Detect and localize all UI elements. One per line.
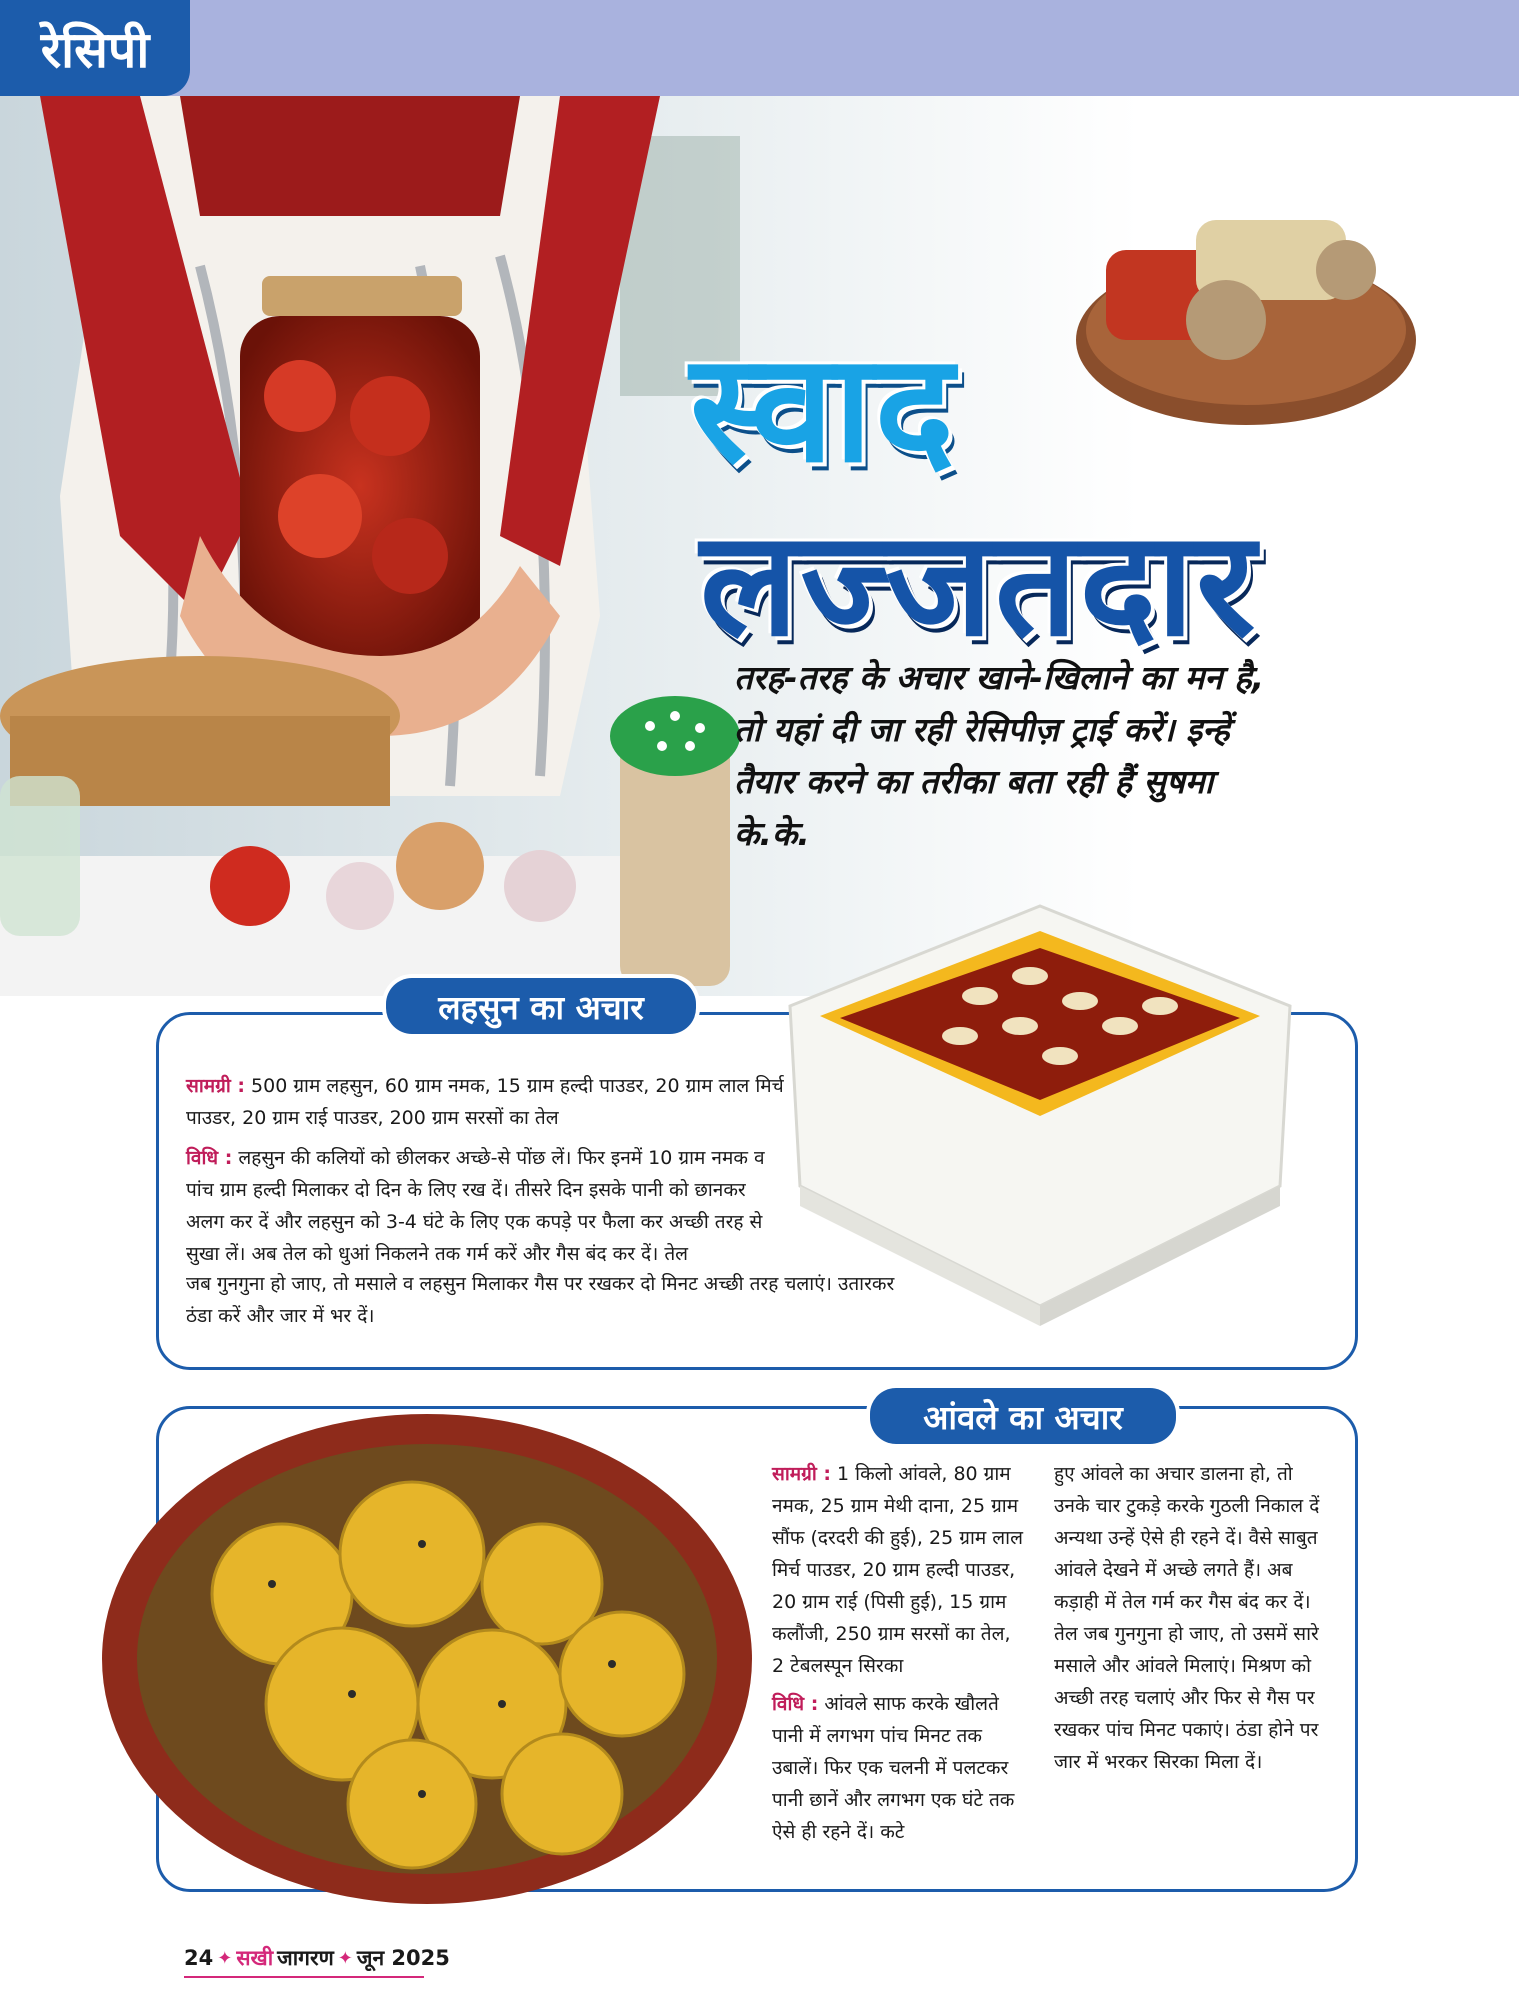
amla-method-continued: हुए आंवले का अचार डालना हो, तो उनके चार टुकड़े करके गुठली निकाल दें अन्यथा उन्हें ऐसे ही रहने दें। वैसे साबुत आंवले देखने में अच्छे लगते हैं। अब कड़ाही में तेल गर्म कर गैस बंद कर दें। तेल जब गुनगुना हो जाए, तो उसमें सारे मसाले और आंवले मिलाएं। मिश्रण को अच्छी तरह चलाएं और फिर से गैस पर रखकर पांच मिनट पकाएं। ठंडा होने पर जार में भरकर सिरका मिला दें। (1054, 1463, 1320, 1773)
method-value: लहसुन की कलियों को छीलकर अच्छे-से पोंछ लें। फिर इनमें 10 ग्राम नमक व पांच ग्राम हल्दी मिलाकर दो दिन के लिए रख दें। तीसरे दिन इसके पानी को छानकर अलग कर दें और लहसुन को 3-4 घंटे के लिए एक कपड़े पर फैला कर अच्छी तरह से सुखा लें। अब तेल को धुआं निकलने तक गर्म करें और गैस बंद कर दें। तेल (186, 1147, 765, 1265)
amla-method (772, 1688, 1024, 1848)
method-label: विधि : (772, 1693, 819, 1715)
intro-text: तरह-तरह के अचार खाने-खिलाने का मन है, तो यहां दी जा रही रेसिपीज़ ट्राई करें। इन्हें तैयार करने का तरीका बता रही हैं सुषमा के.के. (734, 658, 1265, 853)
recipe-amla-column-2 (1054, 1458, 1326, 1784)
ingredients-value: 1 किलो आंवले, 80 ग्राम नमक, 25 ग्राम मेथी दाना, 25 ग्राम सौंफ (दरदरी की हुई), 25 ग्राम लाल मिर्च पाउडर, 20 ग्राम हल्दी पाउडर, 20 ग्राम राई (पिसी हुई), 15 ग्राम कलौंजी, 250 ग्राम सरसों का तेल, 2 टेबलस्पून सिरका (772, 1463, 1023, 1677)
garlic-method-continued: जब गुनगुना हो जाए, तो मसाले व लहसुन मिलाकर गैस पर रखकर दो मिनट अच्छी तरह चलाएं। उतारकर ठंडा करें और जार में भर दें। (186, 1273, 895, 1327)
garlic-ingredients (186, 1070, 786, 1134)
recipe-title-amla: आंवले का अचार (870, 1388, 1176, 1444)
garlic-method (186, 1142, 786, 1270)
amla-pickle-bowl-image (92, 1404, 762, 1910)
ingredients-label: सामग्री : (772, 1463, 831, 1485)
page-number: 24 (184, 1946, 214, 1970)
method-value: आंवले साफ करके खौलते पानी में लगभग पांच मिनट तक उबालें। फिर एक चलनी में पलटकर पानी छानें और लगभग एक घंटे तक ऐसे ही रहने दें। कटे (772, 1693, 1015, 1843)
ingredients-value: 500 ग्राम लहसुन, 60 ग्राम नमक, 15 ग्राम हल्दी पाउडर, 20 ग्राम लाल मिर्च पाउडर, 20 ग्राम राई पाउडर, 200 ग्राम सरसों का तेल (186, 1075, 784, 1129)
footer-issue: जून 2025 (356, 1946, 450, 1970)
header-bar (0, 0, 1519, 96)
ingredients-label: सामग्री : (186, 1075, 245, 1097)
footer-divider (184, 1976, 424, 1978)
recipe-title-garlic: लहसुन का अचार (386, 978, 696, 1034)
star-icon: ✦ (217, 1947, 233, 1969)
recipe-garlic-text (186, 1070, 786, 1278)
section-tab: रेसिपी (0, 0, 190, 96)
title-line-1: स्वाद (690, 322, 957, 496)
amla-ingredients (772, 1458, 1024, 1682)
page-footer (184, 1944, 450, 1972)
footer-publication: जागरण (277, 1946, 334, 1970)
pickle-jars-on-board-image (1066, 180, 1422, 436)
method-label: विधि : (186, 1147, 233, 1169)
footer-brand: सखी (236, 1946, 274, 1970)
star-icon: ✦ (337, 1947, 353, 1969)
recipe-amla-column-1 (772, 1458, 1024, 1854)
garlic-pickle-dish-image (760, 886, 1320, 1342)
title-line-2: लज्जतदार (700, 500, 1258, 669)
